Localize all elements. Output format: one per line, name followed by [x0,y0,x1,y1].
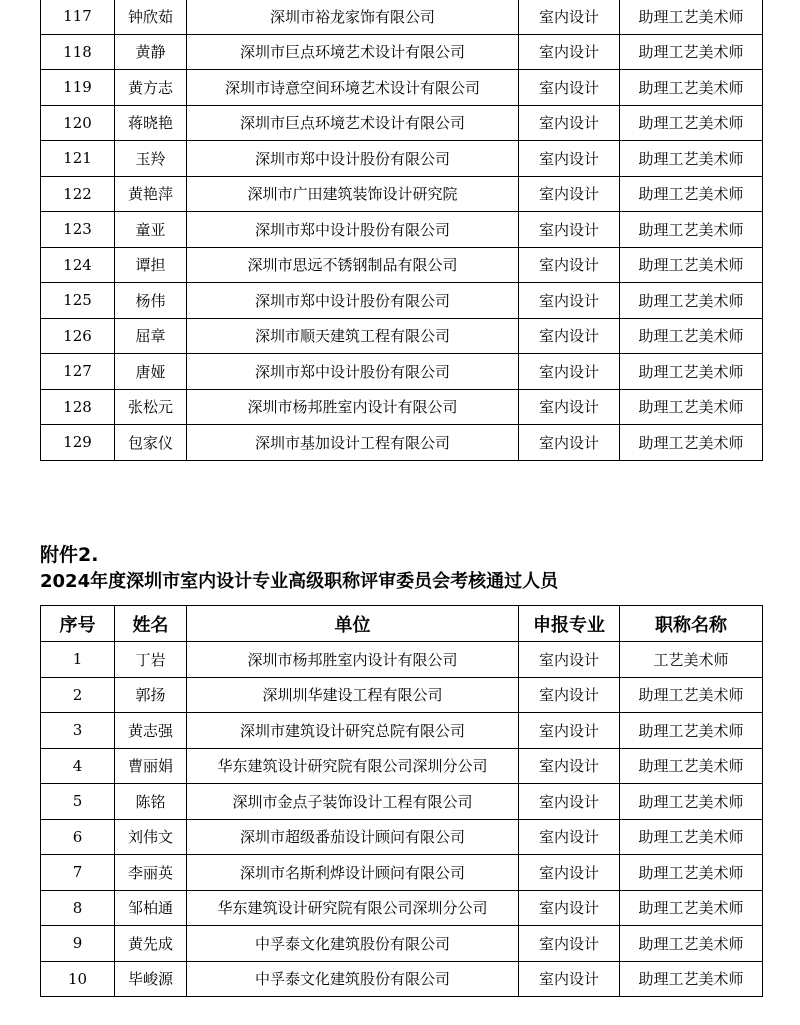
cell-title: 助理工艺美术师 [620,855,763,891]
cell-unit: 深圳市顺天建筑工程有限公司 [187,318,519,354]
cell-major: 室内设计 [519,247,620,283]
cell-title: 助理工艺美术师 [620,34,763,70]
cell-name: 黄静 [115,34,187,70]
header-row [41,606,763,642]
cell-major: 室内设计 [519,713,620,749]
cell-no: 126 [41,318,115,354]
cell-no: 7 [41,855,115,891]
cell-title: 助理工艺美术师 [620,105,763,141]
cell-no: 9 [41,926,115,962]
cell-major: 室内设计 [519,961,620,997]
cell-title: 助理工艺美术师 [620,70,763,106]
cell-unit: 深圳市思远不锈钢制品有限公司 [187,247,519,283]
table-row [41,855,763,891]
cell-name: 谭担 [115,247,187,283]
cell-title: 助理工艺美术师 [620,212,763,248]
cell-major: 室内设计 [519,855,620,891]
table-row [41,105,763,141]
table-row [41,425,763,461]
cell-title: 助理工艺美术师 [620,354,763,390]
appendix2-table-body [41,642,763,997]
cell-name: 杨伟 [115,283,187,319]
cell-name: 黄艳萍 [115,176,187,212]
cell-unit: 中孚泰文化建筑股份有限公司 [187,961,519,997]
header-unit: 单位 [187,606,519,642]
cell-title: 工艺美术师 [620,642,763,678]
cell-no: 125 [41,283,115,319]
cell-no: 121 [41,141,115,177]
cell-unit: 深圳市超级番茄设计顾问有限公司 [187,819,519,855]
cell-unit: 深圳市杨邦胜室内设计有限公司 [187,389,519,425]
table-row [41,677,763,713]
cell-title: 助理工艺美术师 [620,425,763,461]
table-row [41,318,763,354]
table-row [41,819,763,855]
cell-unit: 深圳市巨点环境艺术设计有限公司 [187,34,519,70]
table-row [41,70,763,106]
cell-major: 室内设计 [519,354,620,390]
cell-no: 4 [41,748,115,784]
document-title: 2024年度深圳市室内设计专业高级职称评审委员会考核通过人员 [40,571,559,592]
table-row [41,748,763,784]
cell-unit: 深圳市杨邦胜室内设计有限公司 [187,642,519,678]
cell-title: 助理工艺美术师 [620,748,763,784]
cell-unit: 深圳市裕龙家饰有限公司 [187,0,519,34]
cell-name: 黄方志 [115,70,187,106]
cell-major: 室内设计 [519,748,620,784]
table-row [41,283,763,319]
cell-no: 118 [41,34,115,70]
cell-name: 邹柏通 [115,890,187,926]
cell-no: 5 [41,784,115,820]
cell-name: 黄志强 [115,713,187,749]
cell-title: 助理工艺美术师 [620,784,763,820]
cell-name: 玉羚 [115,141,187,177]
cell-major: 室内设计 [519,34,620,70]
table-row [41,389,763,425]
cell-title: 助理工艺美术师 [620,283,763,319]
cell-major: 室内设计 [519,819,620,855]
cell-no: 1 [41,642,115,678]
cell-title: 助理工艺美术师 [620,318,763,354]
cell-name: 张松元 [115,389,187,425]
cell-major: 室内设计 [519,212,620,248]
cell-title: 助理工艺美术师 [620,926,763,962]
cell-no: 8 [41,890,115,926]
cell-unit: 中孚泰文化建筑股份有限公司 [187,926,519,962]
attachment-label: 附件2. [40,544,99,566]
cell-name: 唐娅 [115,354,187,390]
cell-unit: 深圳市建筑设计研究总院有限公司 [187,713,519,749]
table-row [41,0,763,34]
cell-unit: 深圳市郑中设计股份有限公司 [187,141,519,177]
cell-unit: 深圳市郑中设计股份有限公司 [187,212,519,248]
cell-unit: 深圳市广田建筑装饰设计研究院 [187,176,519,212]
cell-name: 毕峻源 [115,961,187,997]
appendix1-table [40,0,763,461]
cell-no: 10 [41,961,115,997]
cell-no: 122 [41,176,115,212]
cell-major: 室内设计 [519,141,620,177]
cell-major: 室内设计 [519,642,620,678]
cell-title: 助理工艺美术师 [620,141,763,177]
cell-no: 120 [41,105,115,141]
cell-major: 室内设计 [519,105,620,141]
table-row [41,354,763,390]
cell-no: 124 [41,247,115,283]
cell-name: 童亚 [115,212,187,248]
cell-unit: 深圳市郑中设计股份有限公司 [187,283,519,319]
cell-unit: 深圳市名斯利烨设计顾问有限公司 [187,855,519,891]
cell-title: 助理工艺美术师 [620,247,763,283]
table-row [41,713,763,749]
header-title: 职称名称 [620,606,763,642]
cell-no: 119 [41,70,115,106]
cell-no: 127 [41,354,115,390]
cell-major: 室内设计 [519,926,620,962]
cell-title: 助理工艺美术师 [620,819,763,855]
cell-unit: 深圳圳华建设工程有限公司 [187,677,519,713]
cell-title: 助理工艺美术师 [620,389,763,425]
header-major: 申报专业 [519,606,620,642]
cell-name: 钟欣茹 [115,0,187,34]
table-row [41,784,763,820]
cell-name: 李丽英 [115,855,187,891]
table-row [41,247,763,283]
cell-no: 129 [41,425,115,461]
table-row [41,141,763,177]
cell-major: 室内设计 [519,425,620,461]
table-row [41,926,763,962]
cell-title: 助理工艺美术师 [620,0,763,34]
cell-major: 室内设计 [519,389,620,425]
cell-no: 2 [41,677,115,713]
cell-title: 助理工艺美术师 [620,890,763,926]
cell-name: 包家仪 [115,425,187,461]
cell-major: 室内设计 [519,890,620,926]
cell-major: 室内设计 [519,677,620,713]
cell-name: 陈铭 [115,784,187,820]
cell-unit: 深圳市郑中设计股份有限公司 [187,354,519,390]
cell-major: 室内设计 [519,70,620,106]
cell-name: 黄先成 [115,926,187,962]
table-row [41,642,763,678]
table-row [41,890,763,926]
cell-name: 曹丽娟 [115,748,187,784]
cell-unit: 深圳市基加设计工程有限公司 [187,425,519,461]
cell-name: 屈章 [115,318,187,354]
cell-no: 128 [41,389,115,425]
table-row [41,212,763,248]
cell-unit: 华东建筑设计研究院有限公司深圳分公司 [187,748,519,784]
cell-unit: 华东建筑设计研究院有限公司深圳分公司 [187,890,519,926]
cell-unit: 深圳市诗意空间环境艺术设计有限公司 [187,70,519,106]
appendix1-table-body [41,0,763,460]
cell-name: 丁岩 [115,642,187,678]
cell-name: 刘伟文 [115,819,187,855]
cell-unit: 深圳市金点子装饰设计工程有限公司 [187,784,519,820]
cell-no: 6 [41,819,115,855]
table-row [41,34,763,70]
cell-title: 助理工艺美术师 [620,677,763,713]
cell-name: 郭扬 [115,677,187,713]
table-row [41,176,763,212]
cell-major: 室内设计 [519,318,620,354]
cell-major: 室内设计 [519,176,620,212]
cell-title: 助理工艺美术师 [620,713,763,749]
cell-unit: 深圳市巨点环境艺术设计有限公司 [187,105,519,141]
cell-title: 助理工艺美术师 [620,961,763,997]
table-row [41,961,763,997]
header-no: 序号 [41,606,115,642]
cell-major: 室内设计 [519,784,620,820]
cell-major: 室内设计 [519,0,620,34]
cell-major: 室内设计 [519,283,620,319]
cell-title: 助理工艺美术师 [620,176,763,212]
cell-no: 3 [41,713,115,749]
cell-no: 123 [41,212,115,248]
appendix2-table [40,605,763,997]
cell-no: 117 [41,0,115,34]
cell-name: 蒋晓艳 [115,105,187,141]
header-name: 姓名 [115,606,187,642]
